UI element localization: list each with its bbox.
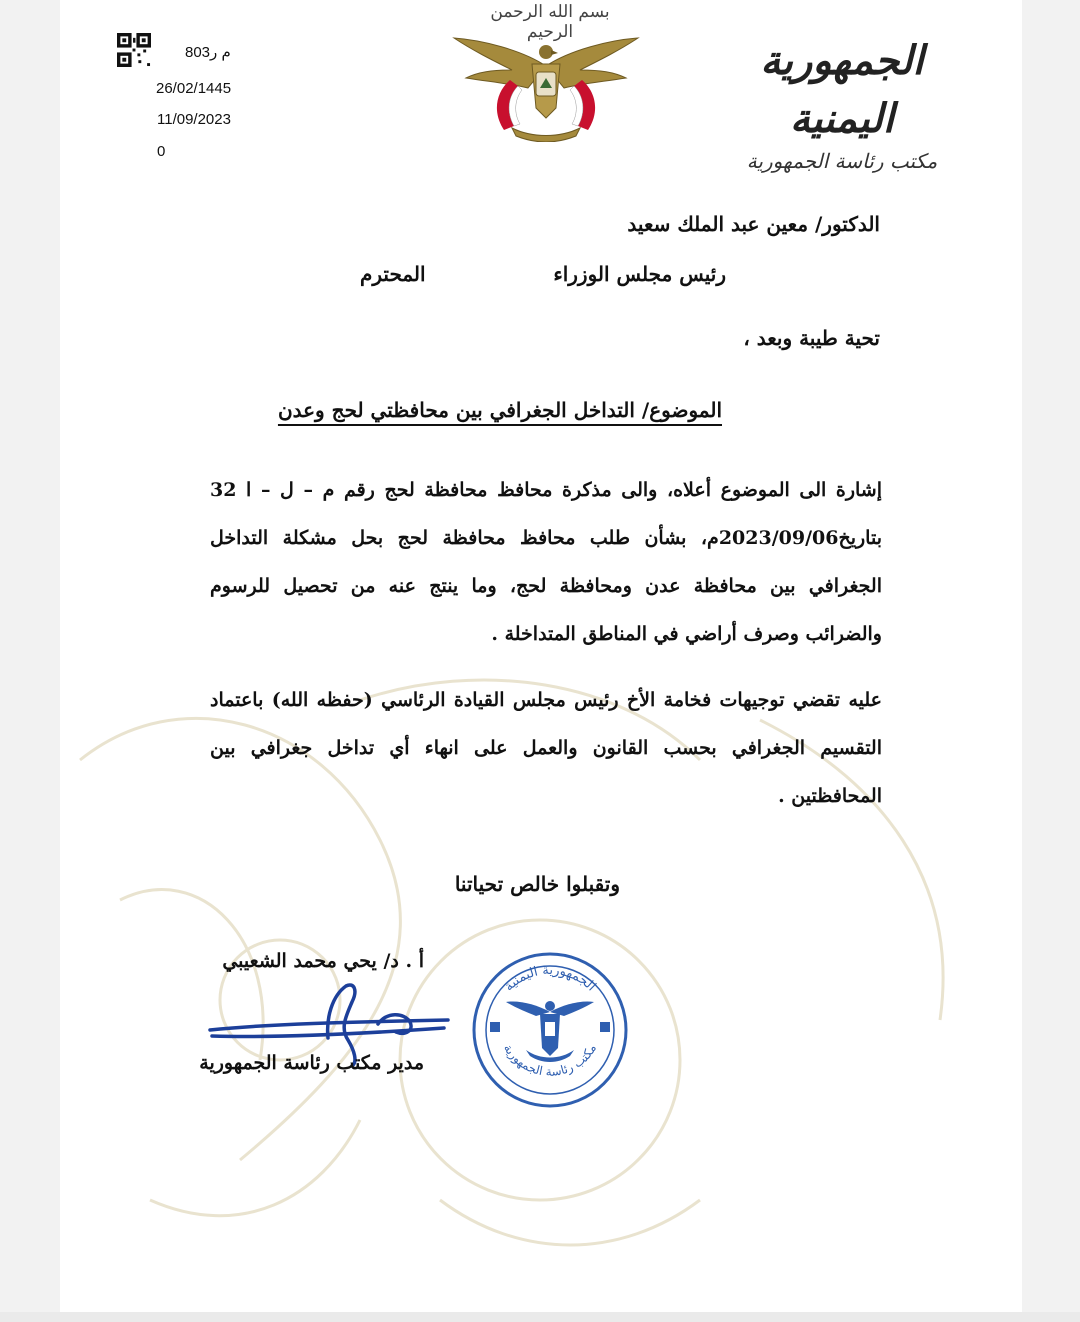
addressee-honorific: المحترم (360, 262, 426, 286)
letterhead-subtitle: مكتب رئاسة الجمهورية (746, 149, 938, 173)
stamp-text-bottom: مكتب رئاسة الجمهورية (500, 1041, 600, 1079)
subject-line: الموضوع/ التداخل الجغرافي بين محافظتي لحج وعدن (277, 398, 722, 422)
signer-name: أ . د/ يحي محمد الشعيبي (222, 950, 424, 972)
letterhead-block (702, 32, 982, 174)
hijri-date: 26/02/1445 (156, 80, 232, 97)
body-paragraph-1: إشارة الى الموضوع أعلاه، والى مذكرة محافظ محافظة لحج رقم م – ل – ا 32 بتاريخ2023/09/06م، بشأن طلب محافظ محافظة لحج بحل مشكلة التداخل الجغرافي بين محافظة عدن ومحافظة لحج، وما ينتج عنه من تحصيل للرسوم والضرائب وصرف أراضي في المناطق المتداخلة . (210, 479, 882, 645)
attachments-count: 0 (157, 143, 166, 160)
stamp-text-top: الجمهورية اليمنية (501, 962, 599, 995)
addressee-role: رئيس مجلس الوزراء (553, 262, 726, 286)
viewer-frame-bottom (0, 1312, 1080, 1322)
greeting-line: تحية طيبة وبعد ، (743, 326, 880, 350)
reference-number: 803م ر (185, 44, 231, 61)
body-paragraph-2: عليه تقضي توجيهات فخامة الأخ رئيس مجلس القيادة الرئاسي (حفظه الله) باعتماد التقسيم الجغرافي بحسب القانون والعمل على انهاء أي تداخل جغرافي بين المحافظتين . (210, 689, 883, 807)
eagle-emblem-icon (452, 30, 640, 142)
signer-title: مدير مكتب رئاسة الجمهورية (199, 1052, 424, 1074)
addressee-name: الدكتور/ معين عبد الملك سعيد (627, 212, 880, 236)
official-stamp (470, 950, 630, 1110)
bismillah-header: بسم الله الرحمن الرحيم (490, 2, 610, 42)
viewer-frame-left (0, 0, 60, 1322)
svg-text:الجمهورية اليمنية (502, 963, 599, 995)
qr-code-icon (117, 33, 151, 67)
closing-line: وتقبلوا خالص تحياتنا (454, 872, 620, 896)
document-page (60, 0, 1022, 1312)
letterhead-title: الجمهورية اليمنية (760, 37, 924, 142)
gregorian-date: 11/09/2023 (157, 111, 231, 128)
viewer-frame-right (1022, 0, 1080, 1322)
